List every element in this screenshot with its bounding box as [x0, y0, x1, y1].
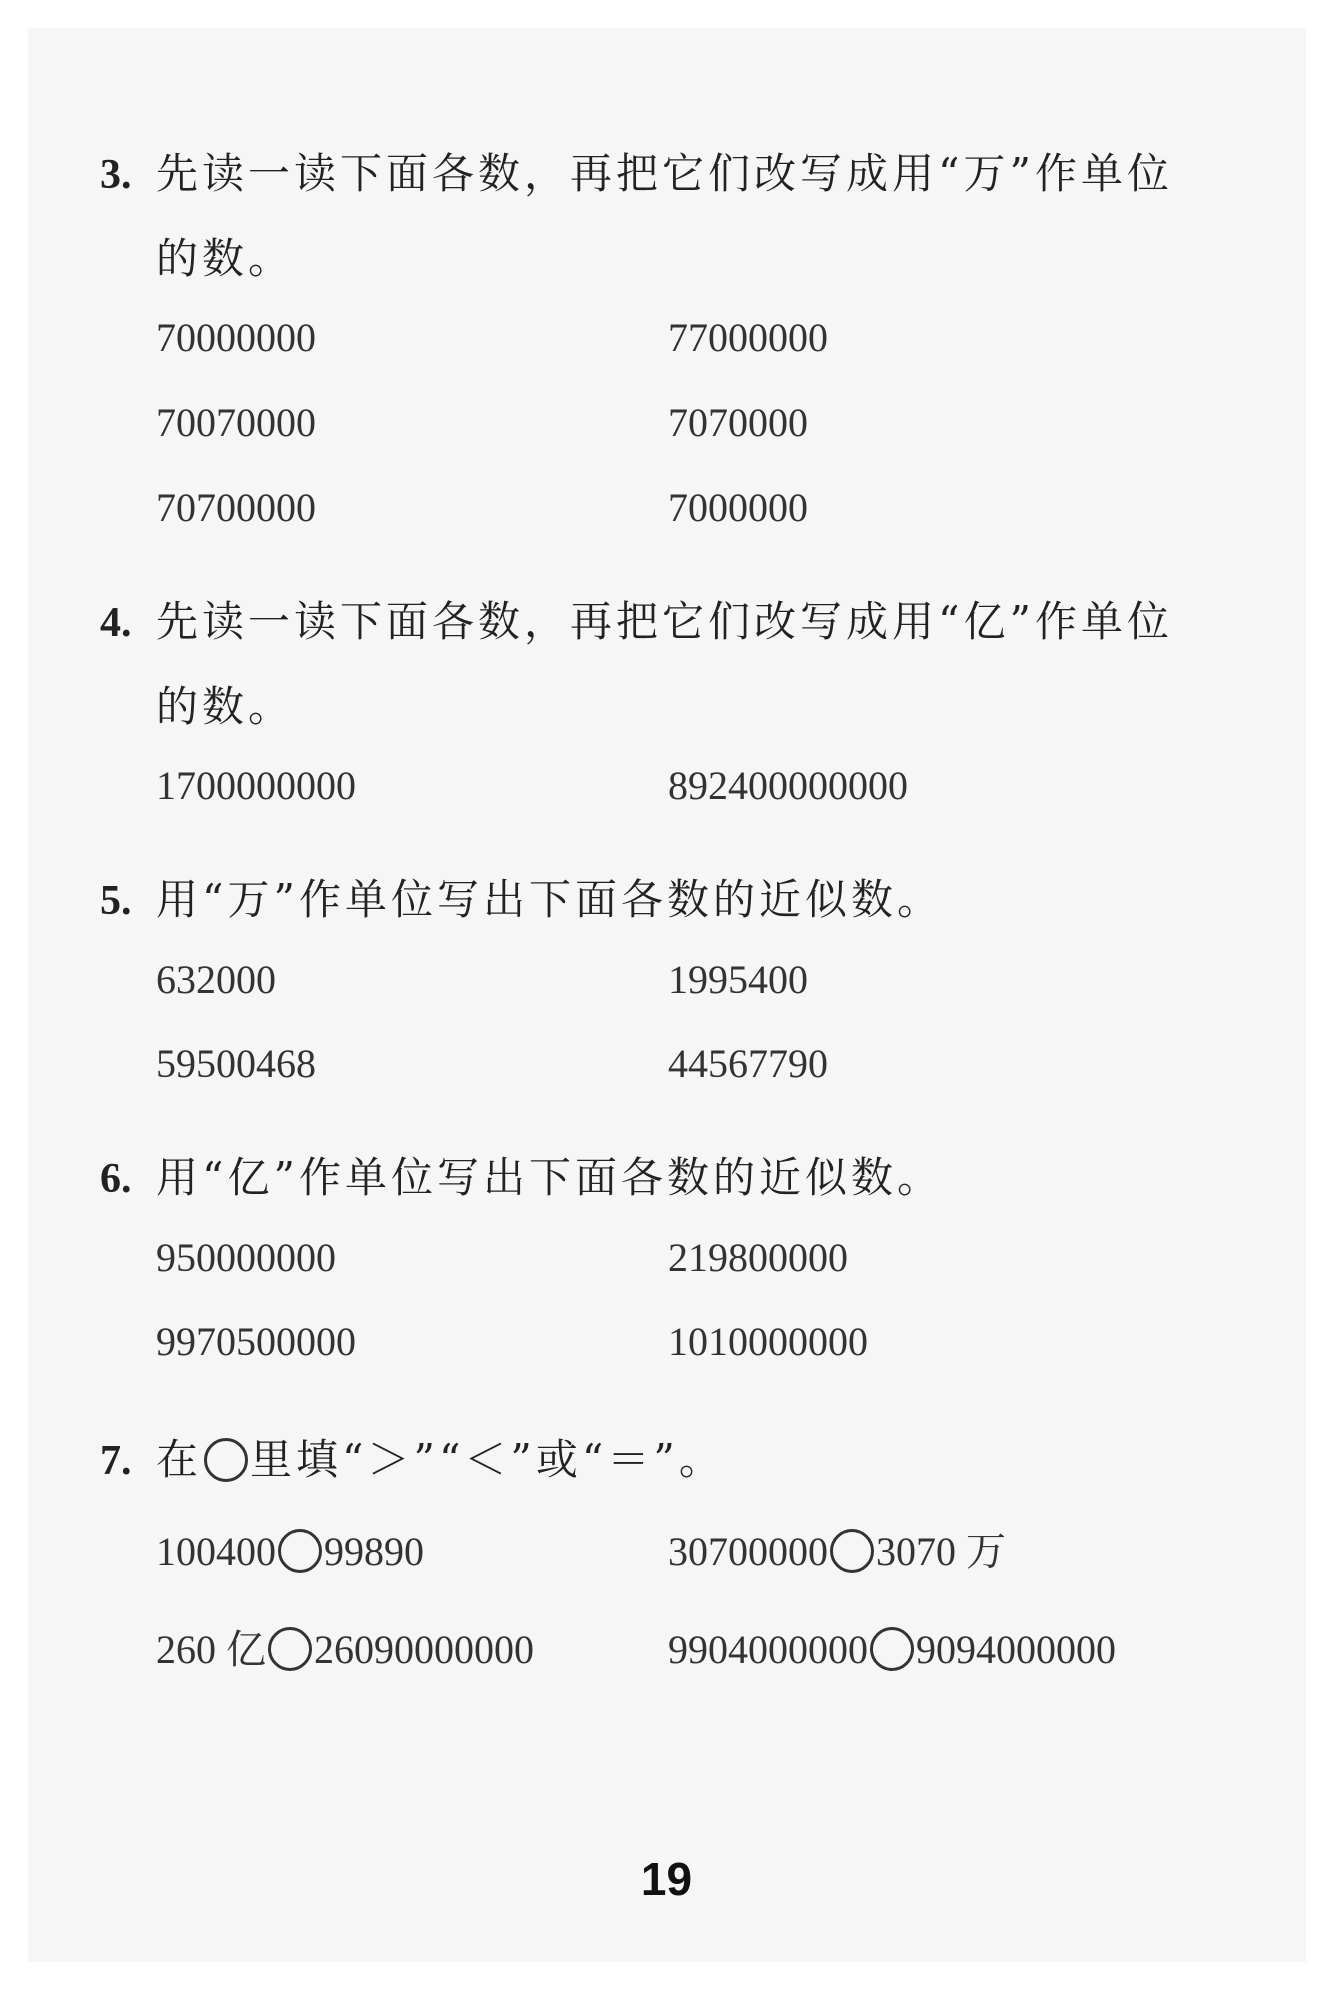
comparison-item	[668, 1610, 1116, 1690]
number-row	[156, 468, 1256, 548]
right-value: 26090000000	[314, 1627, 534, 1672]
number-item: 9970500000	[156, 1319, 356, 1364]
page-number: 19	[640, 1853, 693, 1905]
number-item: 632000	[156, 957, 276, 1002]
question-text: 里填“＞”“＜”或“＝”。	[250, 1435, 725, 1484]
right-value: 9094000000	[916, 1627, 1116, 1672]
number-item: 77000000	[668, 315, 828, 360]
comparison-item	[156, 1512, 424, 1592]
number-item: 1700000000	[156, 763, 356, 808]
question-text-prefix: 在	[156, 1435, 203, 1484]
question-3	[100, 132, 1173, 301]
number-item: 7070000	[668, 400, 808, 445]
left-value: 30700000	[668, 1529, 828, 1574]
question-7	[100, 1418, 725, 1503]
number-item: 44567790	[668, 1041, 828, 1086]
number-item: 1010000000	[668, 1319, 868, 1364]
comparison-row	[156, 1610, 1256, 1690]
left-value: 100400	[156, 1529, 276, 1574]
number-row	[156, 940, 1256, 1020]
number-row	[156, 1302, 1256, 1382]
answer-circle[interactable]	[870, 1627, 914, 1671]
question-number: 4.	[100, 600, 132, 646]
number-row	[156, 383, 1256, 463]
question-text: 先读一读下面各数，再把它们改写成用“万”作单位	[156, 149, 1173, 198]
answer-circle-icon	[204, 1438, 248, 1482]
comparison-item	[668, 1512, 1006, 1592]
number-item: 892400000000	[668, 763, 908, 808]
number-item: 59500468	[156, 1041, 316, 1086]
question-5	[100, 858, 943, 943]
number-item: 1995400	[668, 957, 808, 1002]
number-item: 7000000	[668, 485, 808, 530]
number-item: 70000000	[156, 315, 316, 360]
number-row	[156, 1218, 1256, 1298]
question-number: 3.	[100, 152, 132, 198]
answer-circle[interactable]	[268, 1627, 312, 1671]
number-row	[156, 1024, 1256, 1104]
number-item: 70700000	[156, 485, 316, 530]
question-number: 6.	[100, 1156, 132, 1202]
left-value: 9904000000	[668, 1627, 868, 1672]
question-4	[100, 580, 1173, 749]
question-6	[100, 1136, 943, 1221]
answer-circle[interactable]	[830, 1529, 874, 1573]
question-text-continued: 的数。	[156, 234, 295, 283]
question-number: 5.	[100, 878, 132, 924]
number-row	[156, 746, 1256, 826]
number-item: 950000000	[156, 1235, 336, 1280]
number-item: 70070000	[156, 400, 316, 445]
left-value: 260 亿	[156, 1627, 266, 1672]
comparison-row	[156, 1512, 1256, 1592]
number-item: 219800000	[668, 1235, 848, 1280]
question-text: 用“亿”作单位写出下面各数的近似数。	[156, 1153, 943, 1202]
right-value: 3070 万	[876, 1529, 1006, 1574]
question-text-continued: 的数。	[156, 682, 295, 731]
question-text: 用“万”作单位写出下面各数的近似数。	[156, 875, 943, 924]
number-row	[156, 298, 1256, 378]
comparison-item	[156, 1610, 534, 1690]
answer-circle[interactable]	[278, 1529, 322, 1573]
question-number: 7.	[100, 1438, 132, 1484]
question-text: 先读一读下面各数，再把它们改写成用“亿”作单位	[156, 597, 1173, 646]
right-value: 99890	[324, 1529, 424, 1574]
